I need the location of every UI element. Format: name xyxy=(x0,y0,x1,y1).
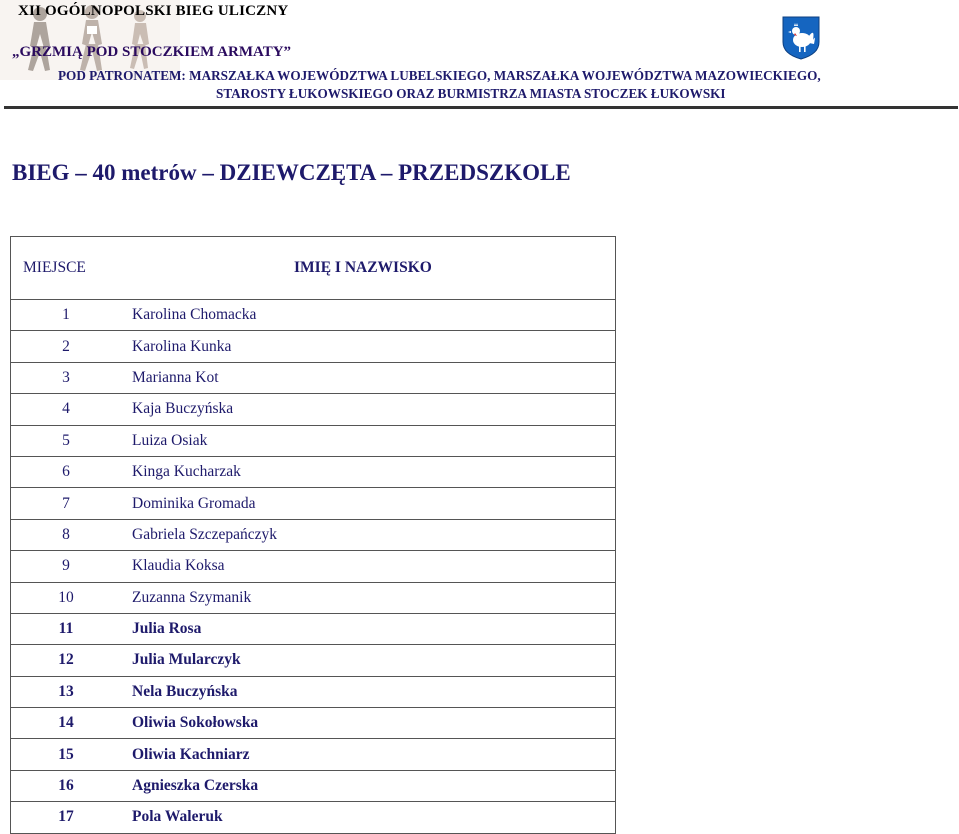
name-cell: Gabriela Szczepańczyk xyxy=(121,519,616,550)
table-row xyxy=(11,488,616,519)
place-cell: 14 xyxy=(11,708,122,739)
place-cell: 10 xyxy=(11,582,122,613)
header-name: IMIĘ I NAZWISKO xyxy=(121,237,616,300)
name-cell: Luiza Osiak xyxy=(121,425,616,456)
name-cell: Klaudia Koksa xyxy=(121,551,616,582)
results-body xyxy=(11,300,616,834)
rooster-coat-of-arms-icon xyxy=(782,16,820,60)
name-cell: Julia Mularczyk xyxy=(121,645,616,676)
table-header-row xyxy=(11,237,616,300)
race-title: BIEG – 40 metrów – DZIEWCZĘTA – PRZEDSZKOLE xyxy=(12,160,571,185)
place-cell: 1 xyxy=(11,300,122,331)
table-row xyxy=(11,613,616,644)
table-row xyxy=(11,770,616,801)
name-cell: Julia Rosa xyxy=(121,613,616,644)
table-row xyxy=(11,425,616,456)
place-cell: 12 xyxy=(11,645,122,676)
table-row xyxy=(11,300,616,331)
table-row xyxy=(11,551,616,582)
event-subtitle: „GRZMIĄ POD STOCZKIEM ARMATY” xyxy=(12,44,292,60)
place-cell: 6 xyxy=(11,456,122,487)
place-cell: 13 xyxy=(11,676,122,707)
name-cell: Nela Buczyńska xyxy=(121,676,616,707)
name-cell: Karolina Kunka xyxy=(121,331,616,362)
results-table xyxy=(10,236,616,834)
place-cell: 2 xyxy=(11,331,122,362)
name-cell: Kaja Buczyńska xyxy=(121,394,616,425)
table-row xyxy=(11,708,616,739)
name-cell: Dominika Gromada xyxy=(121,488,616,519)
place-cell: 8 xyxy=(11,519,122,550)
place-cell: 3 xyxy=(11,362,122,393)
table-row xyxy=(11,331,616,362)
place-cell: 7 xyxy=(11,488,122,519)
place-cell: 4 xyxy=(11,394,122,425)
name-cell: Kinga Kucharzak xyxy=(121,456,616,487)
place-cell: 15 xyxy=(11,739,122,770)
header-divider xyxy=(4,106,958,109)
document-header xyxy=(0,0,959,110)
name-cell: Karolina Chomacka xyxy=(121,300,616,331)
event-name: XII OGÓLNOPOLSKI BIEG ULICZNY xyxy=(18,3,289,19)
place-cell: 16 xyxy=(11,770,122,801)
header-place: MIEJSCE xyxy=(11,237,122,300)
table-row xyxy=(11,645,616,676)
place-cell: 11 xyxy=(11,613,122,644)
table-row xyxy=(11,456,616,487)
place-cell: 9 xyxy=(11,551,122,582)
table-row xyxy=(11,582,616,613)
patronage-line-1: POD PATRONATEM: MARSZAŁKA WOJEWÓDZTWA LUBELSKIEGO, MARSZAŁKA WOJEWÓDZTWA MAZOWIECKIEGO, xyxy=(58,68,821,83)
table-row xyxy=(11,739,616,770)
place-cell: 17 xyxy=(11,802,122,833)
table-row xyxy=(11,394,616,425)
table-row xyxy=(11,802,616,833)
table-row xyxy=(11,676,616,707)
place-cell: 5 xyxy=(11,425,122,456)
name-cell: Oliwia Kachniarz xyxy=(121,739,616,770)
table-row xyxy=(11,362,616,393)
name-cell: Marianna Kot xyxy=(121,362,616,393)
name-cell: Agnieszka Czerska xyxy=(121,770,616,801)
name-cell: Zuzanna Szymanik xyxy=(121,582,616,613)
name-cell: Pola Waleruk xyxy=(121,802,616,833)
table-row xyxy=(11,519,616,550)
name-cell: Oliwia Sokołowska xyxy=(121,708,616,739)
patronage-line-2: STAROSTY ŁUKOWSKIEGO ORAZ BURMISTRZA MIASTA STOCZEK ŁUKOWSKI xyxy=(216,86,726,101)
